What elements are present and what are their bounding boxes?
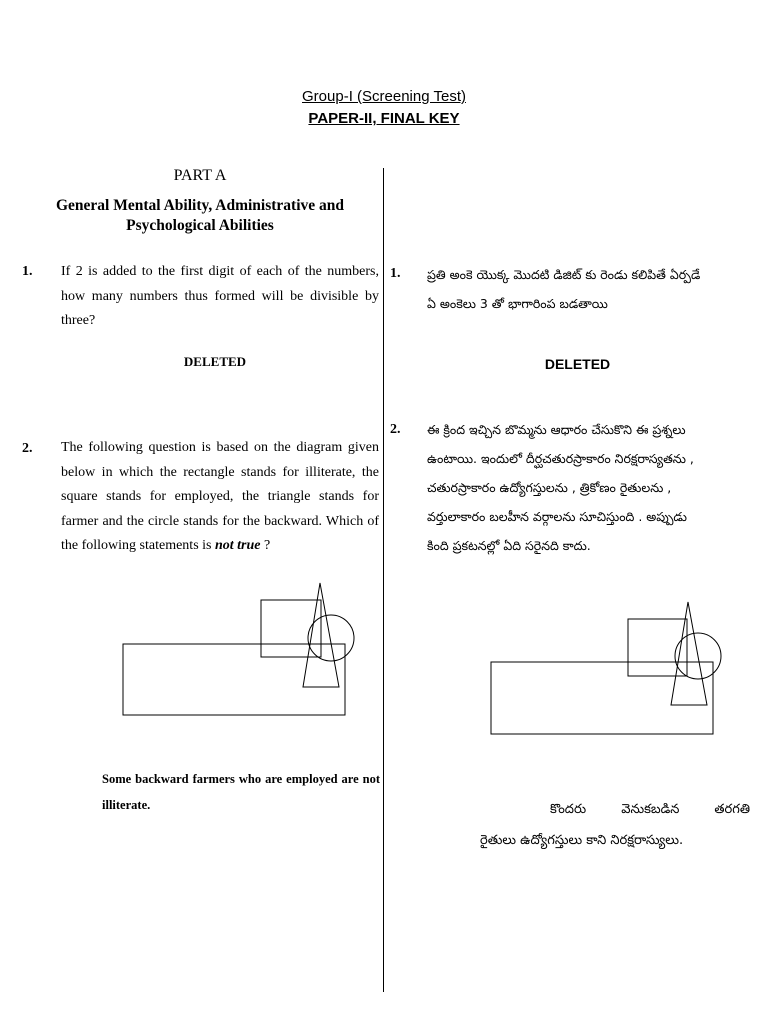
- question-text-en-1: If 2 is added to the first digit of each of the numbers, how many numbers thus formed will be divisible by three?: [61, 264, 379, 328]
- triangle-farmer-te: [671, 602, 707, 705]
- answer-te-word1: కొందరు: [550, 802, 587, 817]
- part-label: PART A: [173, 167, 227, 184]
- question-te-2-line5: కింది ప్రకటనల్లో ఏది సరైనది కాదు.: [427, 538, 591, 553]
- question-te-2-line4: వర్తులాకారం బలహీన వర్గాలను సూచిస్తుంది . అప్పుడు: [427, 509, 687, 524]
- question-te-1-line1: ప్రతి అంకె యొక్క మొదటి డిజిట్ కు రెండు కలిపితే ఏర్పడే: [427, 267, 701, 282]
- question-text-en-2-body: The following question is based on the diagram given below in which the rectangle stands for illiterate, the square stands for employed, the triangle stands for farmer and the circle stands for the backward. Which of the following statements is: [61, 440, 379, 553]
- question-number-en-1: 1.: [22, 264, 33, 279]
- document-title: Group-I (Screening Test): [302, 88, 466, 105]
- question-number-en-2: 2.: [22, 441, 33, 456]
- answer-te-word3: తరగతి: [714, 802, 750, 817]
- document-subtitle: PAPER-II, FINAL KEY: [308, 110, 460, 127]
- question-emphasis: not true: [214, 538, 261, 553]
- question-te-2-line1: ఈ క్రింద ఇచ్చిన బొమ్మను ఆధారం చేసుకొని ఈ ప్రశ్నలు: [427, 422, 686, 437]
- status-deleted-te: DELETED: [544, 356, 611, 372]
- answer-text-te: [480, 794, 750, 856]
- question-text-en-2-tail: ?: [260, 538, 271, 553]
- question-te-1-line2: ఏ అంకెలు 3 తో భాగారింప బడతాయి: [427, 296, 608, 311]
- answer-text-en: Some backward farmers who are employed are not illiterate.: [102, 772, 380, 812]
- status-deleted-en: DELETED: [183, 354, 247, 369]
- question-number-te-1: 1.: [390, 266, 401, 281]
- rectangle-illiterate-te: [491, 662, 713, 734]
- answer-te-line1: [480, 794, 750, 825]
- section-title: General Mental Ability, Administrative and Psychological Abilities: [55, 197, 345, 234]
- answer-te-word2: వెనుకబడిన: [621, 802, 680, 817]
- question-te-2-line3: చతురస్రాకారం ఉద్యోగస్తులను , త్రికోణం రైతులను ,: [427, 480, 672, 495]
- question-number-te-2: 2.: [390, 422, 401, 437]
- answer-te-line2: రైతులు ఉద్యోగస్తులు కాని నిరక్షరాస్యులు.: [480, 833, 684, 848]
- question-te-2-line2: ఉంటాయి. ఇందులో దీర్ఘచతురస్రాకారం నిరక్షరాస్యతను ,: [427, 451, 694, 466]
